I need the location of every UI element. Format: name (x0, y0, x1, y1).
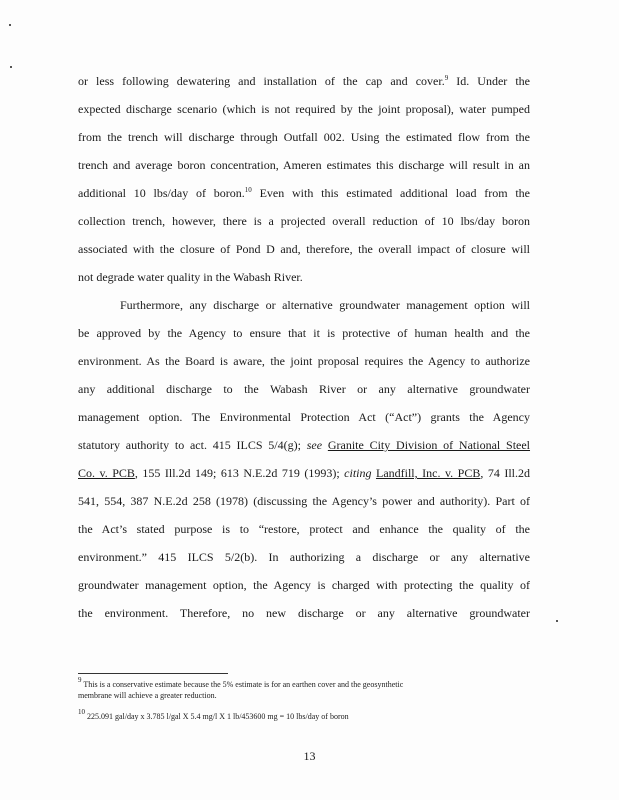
text-line: the Act’s stated purpose is to “restore, protect and enhance the quality of the (78, 522, 530, 536)
text-line: Co. v. PCB, 155 Ill.2d 149; 613 N.E.2d 719 (1993); citing Landfill, Inc. v. PCB, 74 Ill.2d (78, 466, 530, 480)
text-line: environment. As the Board is aware, the joint proposal requires the Agency to authorize (78, 354, 530, 368)
case-citation: Granite City Division of National Steel (327, 438, 531, 452)
text-line: be approved by the Agency to ensure that it is protective of human health and the (78, 326, 530, 340)
page-number: 13 (303, 749, 316, 763)
text-line: associated with the closure of Pond D and, therefore, the overall impact of closure will (78, 242, 530, 256)
text-line: environment.” 415 ILCS 5/2(b). In authorizing a discharge or any alternative (78, 550, 530, 564)
footnote-divider (78, 673, 228, 674)
signal-see: see (306, 438, 323, 452)
text-line: not degrade water quality in the Wabash River. (78, 270, 303, 284)
text-line: the environment. Therefore, no new discharge or any alternative groundwater (78, 606, 530, 620)
text-line: groundwater management option, the Agency is charged with protecting the quality of (78, 578, 530, 592)
case-citation: Landfill, Inc. v. PCB (375, 466, 481, 480)
text-line: from the trench will discharge through Outfall 002. Using the estimated flow from the (78, 130, 530, 144)
text-line: management option. The Environmental Protection Act (“Act”) grants the Agency (78, 410, 530, 424)
text-line: 541, 554, 387 N.E.2d 258 (1978) (discussing the Agency’s power and authority). Part of (78, 494, 530, 508)
text-line: any additional discharge to the Wabash River or any alternative groundwater (78, 382, 530, 396)
case-citation: Co. v. PCB (78, 466, 135, 480)
scan-speck (10, 66, 12, 68)
footnote-9-continued: membrane will achieve a greater reduction. (78, 691, 217, 700)
text-line: statutory authority to act. 415 ILCS 5/4(g); see Granite City Division of National Steel (78, 438, 531, 452)
scan-speck (556, 620, 558, 622)
text-line: Furthermore, any discharge or alternative groundwater management option will (120, 298, 530, 312)
text-line: additional 10 lbs/day of boron.$^{10}$ Even with this estimated additional load from the (78, 186, 531, 200)
text-line: trench and average boron concentration, Ameren estimates this discharge will result in an (78, 158, 530, 172)
text-line: or less following dewatering and installation of the cap and cover.$^9$ Id. Under the (78, 74, 530, 88)
text-line: expected discharge scenario (which is not required by the joint proposal), water pumped (78, 102, 530, 116)
signal-citing: citing (344, 466, 372, 480)
footnote-9: $^9$ This is a conservative estimate because the 5% estimate is for an earthen cover and the geosynthetic (78, 676, 404, 689)
footnote-10: $^{10}$ 225.091 gal/day x 3.785 l/gal X 5.4 mg/l X 1 lb/453600 mg = 10 lbs/day of boron (78, 708, 349, 721)
text-line: collection trench, however, there is a projected overall reduction of 10 lbs/day boron (78, 214, 530, 228)
scan-speck (9, 24, 11, 26)
